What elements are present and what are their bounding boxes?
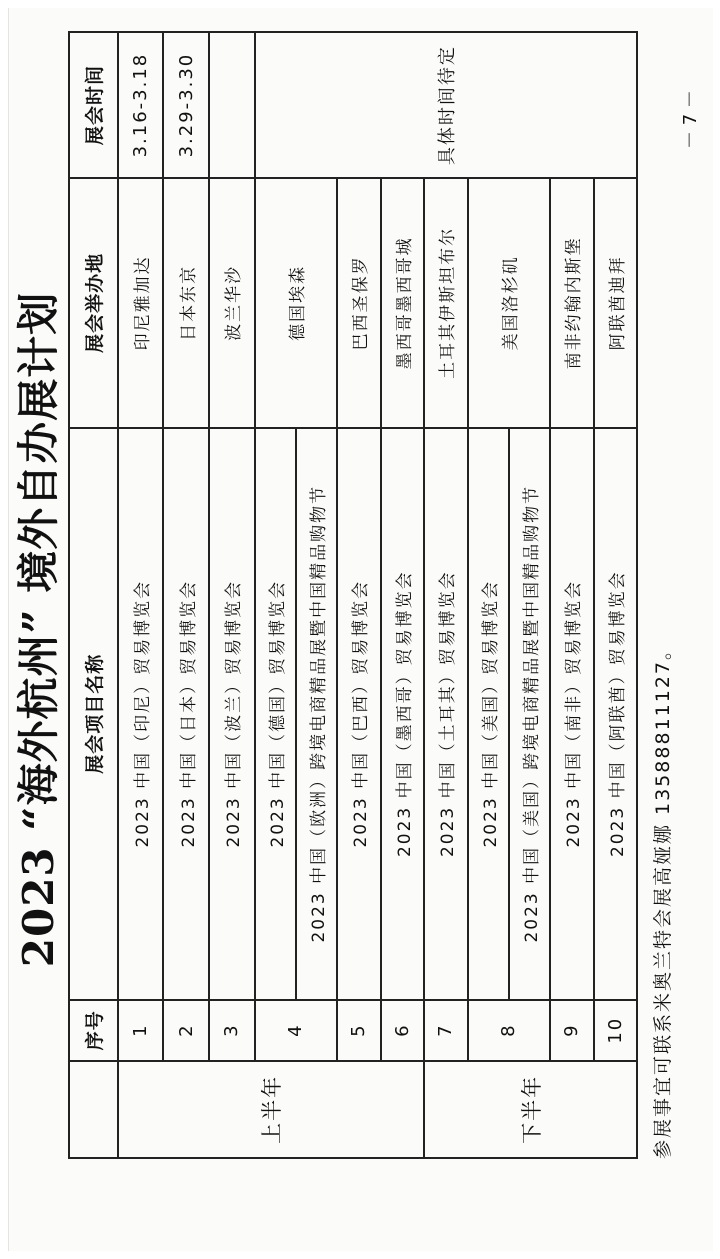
exhibition-plan-table [68, 31, 638, 1159]
row-host: 美国洛杉矶 [468, 178, 551, 428]
header-time: 展会时间 [69, 32, 118, 178]
row-no: 3 [209, 1000, 255, 1061]
row-name: 2023 中国（波兰）贸易博览会 [209, 428, 255, 1000]
table-row [337, 32, 380, 1158]
row-no: 7 [424, 1000, 467, 1061]
header-name: 展会项目名称 [69, 428, 118, 1000]
row-no: 8 [468, 1000, 551, 1061]
row-no: 5 [337, 1000, 380, 1061]
row-host: 墨西哥墨西哥城 [381, 178, 424, 428]
row-no: 1 [118, 1000, 164, 1061]
header-no: 序号 [69, 1000, 118, 1061]
row-no: 10 [594, 1000, 638, 1061]
row-time: 3.29-3.30 [163, 32, 209, 178]
row-no: 2 [163, 1000, 209, 1061]
header-half [69, 1061, 118, 1158]
row-no: 4 [255, 1000, 338, 1061]
row-host: 阿联酋迪拜 [594, 178, 638, 428]
table-header-row [69, 32, 118, 1158]
page-number: － 7 － [680, 90, 701, 149]
table-row [424, 32, 467, 1158]
row-host: 日本东京 [163, 178, 209, 428]
row-name: 2023 中国（印尼）贸易博览会 [118, 428, 164, 1000]
row-name: 2023 中国（美国）贸易博览会 [468, 428, 509, 1000]
table-row [381, 32, 424, 1158]
row-time: 3.16-3.18 [118, 32, 164, 178]
row-name: 2023 中国（墨西哥）贸易博览会 [381, 428, 424, 1000]
header-host: 展会举办地 [69, 178, 118, 428]
row-no: 6 [381, 1000, 424, 1061]
table-row [550, 32, 593, 1158]
row-name: 2023 中国（巴西）贸易博览会 [337, 428, 380, 1000]
row-time [209, 32, 255, 178]
table-row [163, 32, 209, 1158]
row-name: 2023 中国（德国）贸易博览会 [255, 428, 296, 1000]
row-name: 2023 中国（日本）贸易博览会 [163, 428, 209, 1000]
row-name: 2023 中国（土耳其）贸易博览会 [424, 428, 467, 1000]
half-second: 下半年 [424, 1061, 637, 1158]
row-host: 波兰华沙 [209, 178, 255, 428]
row-host: 巴西圣保罗 [337, 178, 380, 428]
row-name: 2023 中国（欧洲）跨境电商精品展暨中国精品购物节 [296, 428, 337, 1000]
row-no: 9 [550, 1000, 593, 1061]
table-row [468, 32, 509, 1158]
row-time-tbd: 具体时间待定 [255, 32, 637, 178]
table-row [594, 32, 638, 1158]
contact-footnote: 参展事宜可联系米奥兰特会展高娅娜 13588811127。 [652, 638, 674, 1159]
row-name: 2023 中国（阿联酋）贸易博览会 [594, 428, 638, 1000]
half-first: 上半年 [118, 1061, 424, 1158]
row-host: 德国埃森 [255, 178, 338, 428]
document-title: 2023 “海外杭州” 境外自办展计划 [14, 291, 63, 968]
row-host: 印尼雅加达 [118, 178, 164, 428]
table-row [209, 32, 255, 1158]
row-name: 2023 中国（南非）贸易博览会 [550, 428, 593, 1000]
table-row [118, 32, 164, 1158]
row-host: 南非约翰内斯堡 [550, 178, 593, 428]
table-row [255, 32, 296, 1158]
row-name: 2023 中国（美国）跨境电商精品展暨中国精品购物节 [509, 428, 550, 1000]
row-host: 土耳其伊斯坦布尔 [424, 178, 467, 428]
